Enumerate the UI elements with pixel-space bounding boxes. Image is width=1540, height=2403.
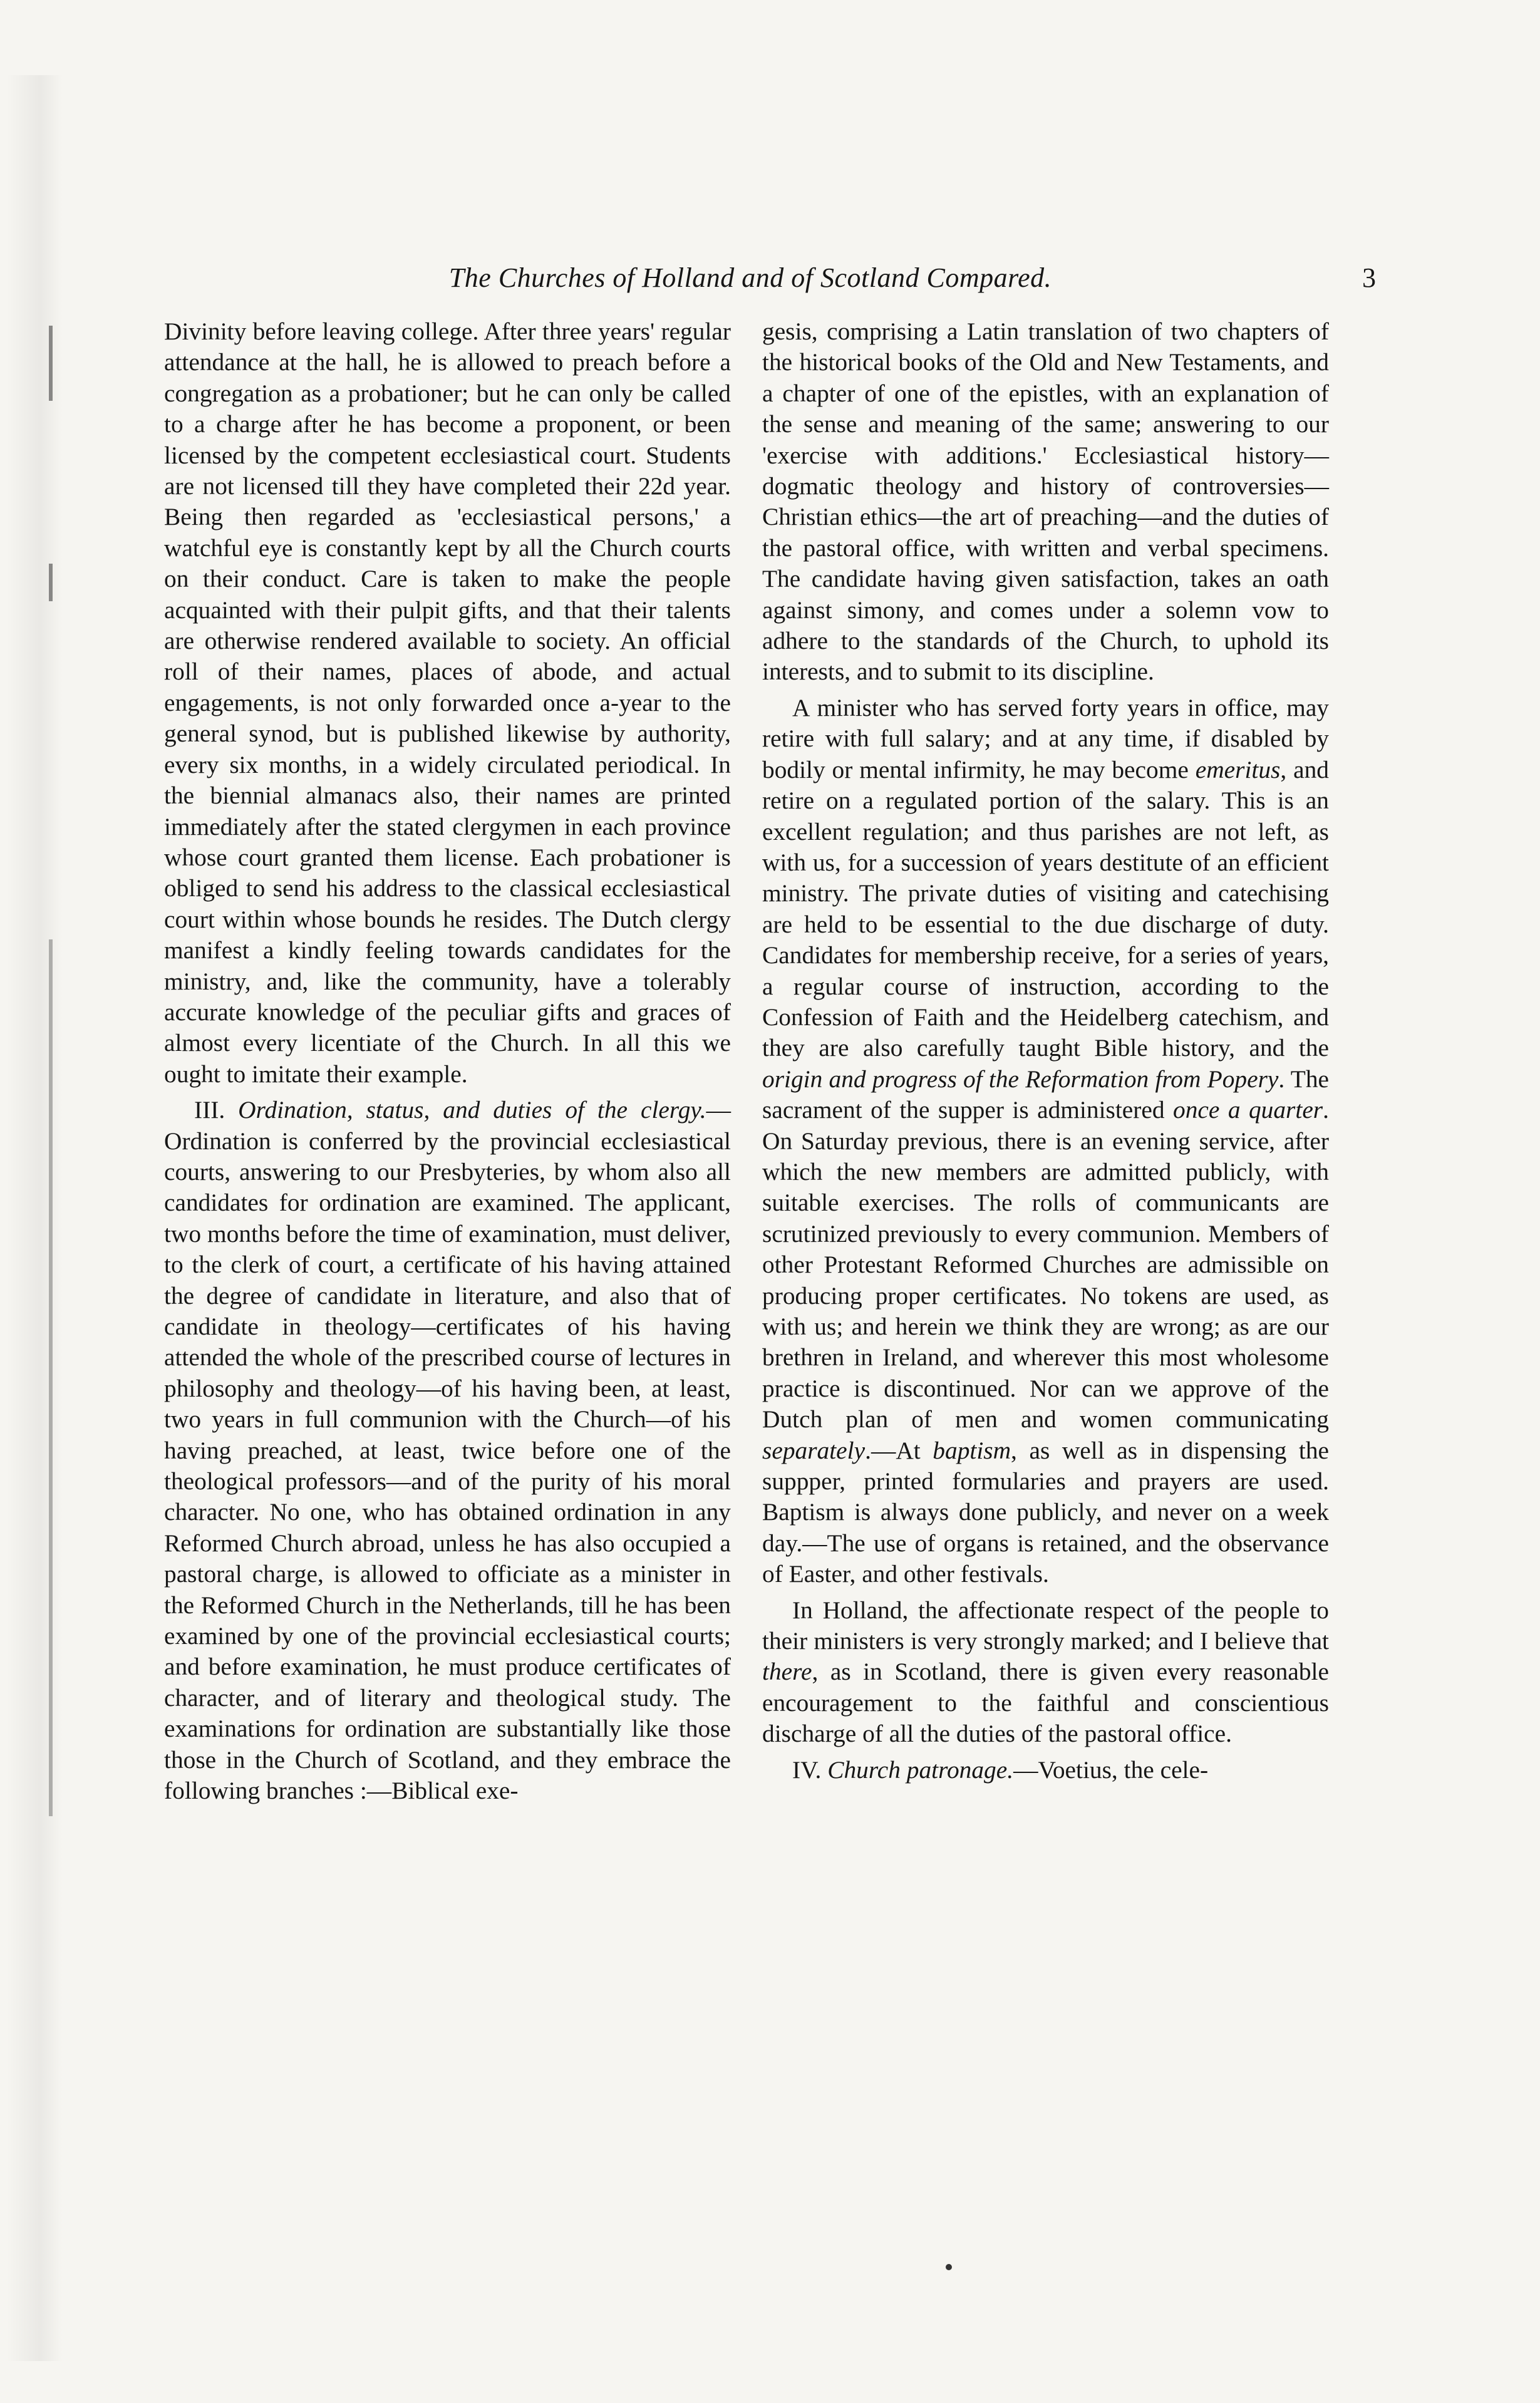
right-column	[762, 316, 1329, 2283]
paragraph: gesis, comprising a Latin translation of two chapters of the historical books of the Old and New Testaments, and a chapter of one of the epistles, with an explanation of the sense and meaning of the same; answering to our 'exercise with additions.' Ecclesiastical history—dogmatic theology and history of controversies—Christian ethics—the art of preaching—and the duties of the pastoral office, with written and verbal specimens. The candidate having given satisfaction, takes an oath against simony, and comes under a solemn vow to adhere to the standards of the Church, to uphold its interests, and to submit to its discipline.	[762, 318, 1329, 686]
italic-term: separately	[762, 1436, 866, 1464]
paragraph: Divinity before leaving college. After three years' regular attendance at the hall, he is allowed to preach before a congregation as a probationer; but he can only be called to a charge after he has become a proponent, or been licensed by the competent ecclesiastical court. Students are not licensed till they have completed their 22d year. Being then regarded as 'ecclesiastical persons,' a watchful eye is constantly kept by all the Church courts on their conduct. Care is taken to make the people acquainted with their pulpit gifts, and that their talents are otherwise rendered available to society. An official roll of their names, places of abode, and actual engagements, is not only forwarded once a-year to the general synod, but is published likewise by authority, every six months, in a widely circulated periodical. In the biennial almanacs also, their names are printed immediately after the stated clergymen in each province whose court granted them license. Each probationer is obliged to send his address to the classical ecclesiastical court within whose bounds he resides. The Dutch clergy manifest a kindly feeling towards candidates for the ministry, and, like the community, have a tolerably accurate knowledge of the peculiar gifts and graces of almost every licentiate of the Church. In all this we ought to imitate their example.	[164, 318, 731, 1088]
section-heading: Church patronage.	[827, 1755, 1014, 1784]
italic-term: once a quarter	[1173, 1096, 1323, 1124]
binding-shadow	[6, 75, 63, 2361]
binding-mark	[49, 564, 53, 601]
paragraph-body: —Ordination is conferred by the provincial ecclesiastical courts, answering to our Presbyteries, by whom also all candidates for ordination are examined. The applicant, two months before the time of examination, must deliver, to the clerk of court, a certificate of his having attained the degree of candidate in literature, and also that of candidate in theology—certificates of his having attended the whole of the prescribed course of lectures in philosophy and theology—of his having been, at least, two years in full communion with the Church—of his having preached, at least, twice before one of the theological professors—and of the purity of his moral character. No one, who has obtained ordination in any Reformed Church abroad, unless he has also occupied a pastoral charge, is allowed to officiate as a minister in the Reformed Church in the Netherlands, till he has been examined by one of the provincial ecclesiastical courts; and before examination, he must produce certificates of character, and of literary and theological study. The examinations for ordination are substantially like those those in the Church of Scotland, and they embrace the following branches :—Biblical exe-	[164, 1096, 731, 1805]
page-number: 3	[1362, 262, 1376, 293]
running-title: The Churches of Holland and of Scotland Compared.	[448, 262, 1052, 293]
text-run: . On Saturday previous, there is an evening service, after which the new members are admitted publicly, with suitable exercises. The rolls of communicants are scrutinized previously to every communion. Members of other Protestant Reformed Churches are admissible on producing proper certificates. No tokens are used, as with us; and herein we think they are wrong; as are our brethren in Ireland, and wherever this most wholesome practice is discontinued. Nor can we approve of the Dutch plan of men and women communicating	[762, 1096, 1329, 1434]
text-run: .—At	[865, 1436, 933, 1464]
italic-term: emeritus	[1195, 755, 1281, 783]
italic-term: baptism	[933, 1436, 1011, 1464]
text-run: , and retire on a regulated portion of the salary. This is an excellent regulation; and thus parishes are not left, as with us, for a succession of years destitute of an efficient ministry. The private duties of visiting and catechising are held to be essential to the due discharge of duty. Candidates for membership receive, for a series of years, a regular course of instruction, according to the Confession of Faith and the Heidelberg catechism, and they are also carefully taught Bible history, and the	[762, 755, 1329, 1062]
section-number: III.	[194, 1096, 225, 1124]
italic-term: origin and progress of the Reformation from Popery	[762, 1065, 1279, 1093]
paragraph-body: —Voetius, the cele-	[1013, 1755, 1209, 1784]
section-heading: Ordination, status, and duties of the clergy.	[238, 1096, 706, 1124]
paragraph	[762, 1595, 1329, 1750]
text-run: , as in Scotland, there is given every reasonable encouragement to the faithful and conscientious discharge of all the duties of the pastoral office.	[762, 1658, 1329, 1748]
text-run: A minister who has served forty years in office, may retire with full salary; and at any time, if disabled by bodily or mental infirmity, he may become	[762, 693, 1329, 783]
binding-mark	[49, 326, 53, 401]
text-run: In Holland, the affectionate respect of the people to their ministers is very strongly marked; and I believe that	[762, 1596, 1329, 1655]
paragraph	[164, 1095, 731, 1806]
paragraph	[762, 1755, 1329, 1785]
paragraph	[762, 693, 1329, 1590]
text-run: . The sacrament of the supper is administered	[762, 1065, 1329, 1124]
binding-mark	[49, 939, 53, 1816]
print-speck	[946, 2264, 952, 2270]
italic-term: there	[762, 1658, 812, 1686]
left-column	[164, 316, 731, 2283]
section-number: IV.	[792, 1755, 822, 1784]
text-run: , as well as in dispensing the suppper, printed formularies and prayers are used. Baptism is always done publicly, and never on a week day.—The use of organs is retained, and the observance of Easter, and other festivals.	[762, 1436, 1329, 1588]
